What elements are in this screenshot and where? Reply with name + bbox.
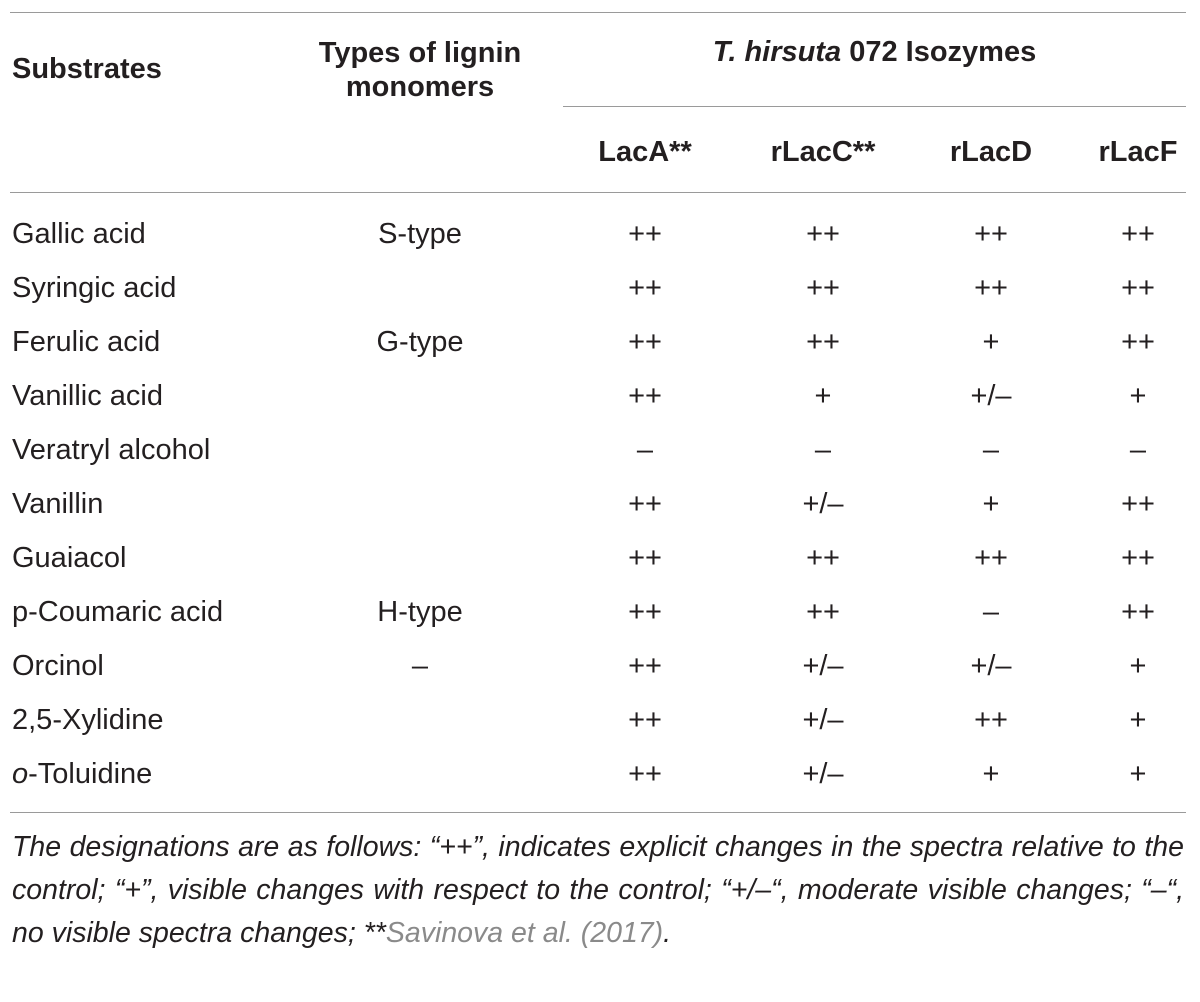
rlacf-value: ++ [1121,218,1155,250]
rlacd-value: + [982,488,1000,520]
footnote-reference-link[interactable]: Savinova et al. (2017) [385,917,664,949]
rlacc-value: – [814,434,832,466]
table-row [0,531,1200,585]
rlacc-value: +/– [802,650,844,682]
column-header-rlacd: rLacD [949,136,1033,168]
laca-value: ++ [628,218,662,250]
rlacf-value: ++ [1121,488,1155,520]
lignin-type-cell: S-type [378,218,462,250]
table-row [0,747,1200,801]
table-row [0,693,1200,747]
laca-value: ++ [628,272,662,304]
lignin-type-cell: H-type [377,596,463,628]
substrate-cell: p-Coumaric acid [12,596,224,628]
header-types-of-lignin-monomers: Types of lignin monomers [318,37,522,103]
laca-value: ++ [628,650,662,682]
rlacd-value: – [982,434,1000,466]
table-row [0,477,1200,531]
rlacc-value: ++ [806,326,840,358]
rlacd-value: +/– [970,650,1012,682]
footnote-end: . [663,917,672,949]
table-row [0,207,1200,261]
substrate-prefix: o [12,758,29,790]
lignin-type-cell: G-type [376,326,464,358]
substrate-cell: Guaiacol [12,542,127,574]
rlacc-value: +/– [802,758,844,790]
rlacf-value: + [1129,380,1147,412]
substrate-name: -Toluidine [28,758,153,790]
rlacc-value: ++ [806,272,840,304]
column-header-laca: LacA** [598,136,692,168]
rlacf-value: ++ [1121,542,1155,574]
rlacd-value: ++ [974,272,1008,304]
table-row [0,369,1200,423]
substrate-cell: Orcinol [12,650,104,682]
laca-value: ++ [628,704,662,736]
table-row [0,261,1200,315]
rlacf-value: + [1129,758,1147,790]
rlacf-value: ++ [1121,272,1155,304]
laca-value: ++ [628,542,662,574]
rlacd-value: ++ [974,218,1008,250]
rlacc-value: +/– [802,488,844,520]
laca-value: ++ [628,326,662,358]
substrate-cell: Vanillin [12,488,104,520]
isozymes-subrule [563,106,1186,107]
header-isozymes-rest: 072 Isozymes [841,36,1037,68]
rlacc-value: ++ [806,596,840,628]
top-rule [10,12,1186,13]
substrate-cell: Veratryl alcohol [12,434,211,466]
rlacf-value: ++ [1121,596,1155,628]
column-header-rlacf: rLacF [1098,136,1178,168]
rlacd-value: – [982,596,1000,628]
rlacd-value: + [982,758,1000,790]
header-species-name: T. hirsuta [712,36,842,68]
rlacd-value: ++ [974,542,1008,574]
laca-value: ++ [628,758,662,790]
rlacd-value: + [982,326,1000,358]
header-substrates: Substrates [12,53,162,85]
laca-value: ++ [628,380,662,412]
rlacf-value: + [1129,650,1147,682]
rlacd-value: ++ [974,704,1008,736]
table-row [0,585,1200,639]
lignin-type-cell: – [411,650,429,682]
footnote-text: The designations are as follows: “++”, indicates explicit changes in the spectra relative to the control; “+”, visible changes with respect to the control; “+/–“, moderate visible changes; “–“, no visible spectra changes; ** [12,831,1184,949]
table-bottom-rule [10,812,1186,813]
table-row [0,639,1200,693]
header-bottom-rule [10,192,1186,193]
laca-value: ++ [628,488,662,520]
substrate-cell: Vanillic acid [12,380,163,412]
rlacf-value: ++ [1121,326,1155,358]
substrate-cell: Gallic acid [12,218,146,250]
rlacf-value: – [1129,434,1147,466]
rlacd-value: +/– [970,380,1012,412]
column-header-rlacc: rLacC** [770,136,876,168]
substrate-cell [12,747,152,801]
substrate-cell: 2,5-Xylidine [12,704,164,736]
rlacc-value: ++ [806,542,840,574]
substrate-cell: Ferulic acid [12,326,161,358]
laca-value: – [636,434,654,466]
rlacf-value: + [1129,704,1147,736]
laca-value: ++ [628,596,662,628]
rlacc-value: + [814,380,832,412]
table-row [0,423,1200,477]
header-isozymes [563,35,1186,69]
table-footnote [12,826,1184,955]
rlacc-value: ++ [806,218,840,250]
substrate-cell: Syringic acid [12,272,177,304]
rlacc-value: +/– [802,704,844,736]
table-row [0,315,1200,369]
